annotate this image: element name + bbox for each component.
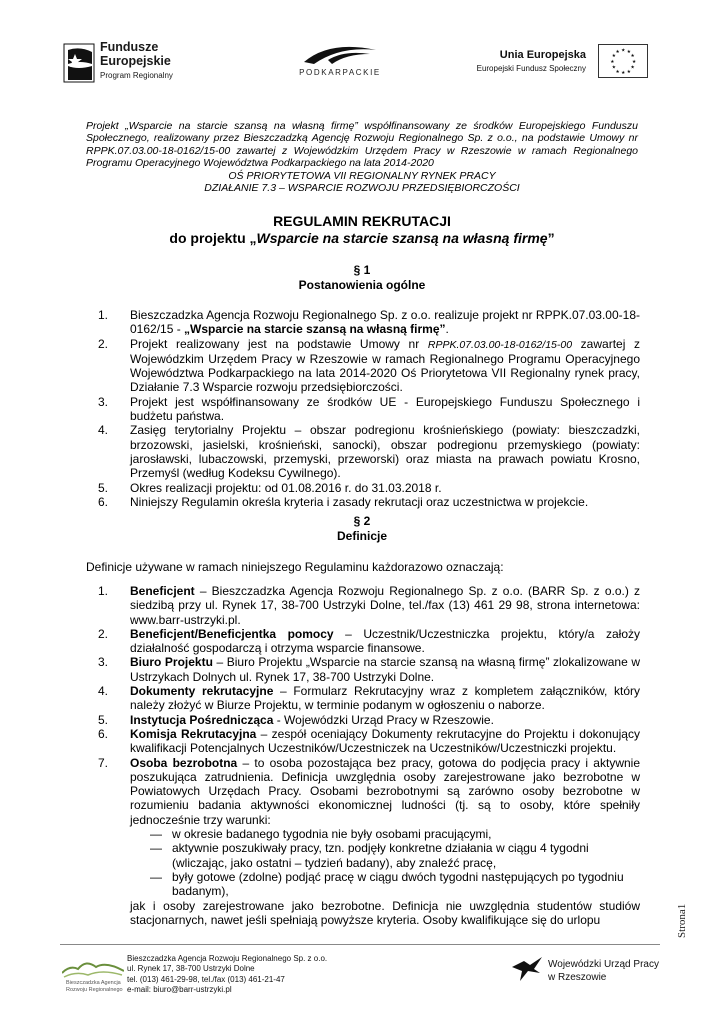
list-item bbox=[88, 395, 640, 424]
sublist bbox=[88, 827, 640, 898]
svg-text:★: ★ bbox=[621, 71, 626, 77]
wup-bird-icon bbox=[510, 955, 544, 985]
barr-caption-line2: Rozwoju Regionalnego bbox=[66, 987, 123, 993]
footer-address bbox=[127, 954, 327, 995]
list-item bbox=[88, 627, 640, 656]
project-intro bbox=[86, 120, 638, 194]
unia-europejska-logo bbox=[476, 44, 656, 84]
item-text-end: zawartej z Wojewódzkim Urzędem Pracy w Rzeszowie w ramach Regionalnego Programu Operacyjnego Województwa Podkarpackiego na lata 2014-2020 Oś Priorytetowa VII Regionalny rynek pracy, Działanie 7.3 Wsparcie rozwoju przedsiębiorczości. bbox=[130, 336, 640, 395]
item-term: Beneficjent/Beneficjentka pomocy bbox=[130, 626, 334, 641]
sublist-text: aktywnie poszukiwały pracy, tzn. podjęły konkretne działania w ciągu 4 tygodni (wliczając, jako ostatni – tydzień badany), aby znaleźć pracę, bbox=[172, 841, 589, 870]
item-text-end: . bbox=[445, 322, 449, 337]
list-item bbox=[88, 308, 640, 337]
list-item bbox=[88, 655, 640, 684]
item-text: – Biuro Projektu „Wsparcie na starcie szansą na własną firmę” zlokalizowane w Ustrzykach Dolnych ul. Rynek 17, 38-700 Ustrzyki Dolne. bbox=[130, 655, 640, 684]
svg-text:★: ★ bbox=[631, 59, 637, 65]
wup-line1: Wojewódzki Urząd Pracy bbox=[548, 959, 659, 970]
svg-text:★: ★ bbox=[630, 54, 635, 60]
item-term: Komisja Rekrutacyjna bbox=[130, 726, 257, 741]
item-term: Beneficjent bbox=[130, 584, 195, 598]
fe-line2: Europejskie bbox=[100, 54, 171, 68]
intro-priority: OŚ PRIORYTETOWA VII REGIONALNY RYNEK PRACY bbox=[228, 169, 496, 182]
wup-logo bbox=[510, 955, 660, 987]
title-line2 bbox=[86, 230, 638, 247]
section1-heading bbox=[86, 263, 638, 293]
list-item bbox=[88, 684, 640, 713]
sublist-item bbox=[130, 827, 640, 841]
document-title bbox=[86, 213, 638, 247]
item-bold: „Wsparcie na starcie szansą na własną firmę” bbox=[184, 322, 446, 337]
item-number: 2. bbox=[98, 626, 109, 641]
svg-text:★: ★ bbox=[615, 50, 620, 55]
item-text: – Uczestnik/Uczestniczka projektu, który/a założy działalność gospodarczą i otrzyma wsparcie finansowe. bbox=[130, 626, 640, 656]
list-item bbox=[88, 481, 640, 495]
item-text: Niniejszy Regulamin określa kryteria i zasady rekrutacji oraz uczestnictwa w projekcie. bbox=[130, 494, 589, 509]
svg-text:★: ★ bbox=[626, 50, 631, 55]
item-term: Osoba bezrobotna bbox=[130, 755, 238, 770]
section1-number: § 1 bbox=[353, 263, 371, 277]
sublist-item bbox=[130, 870, 640, 899]
ue-line2: Europejski Fundusz Społeczny bbox=[476, 64, 586, 73]
item-number: 4. bbox=[98, 684, 109, 699]
item-number: 1. bbox=[98, 308, 109, 322]
section2-name: Definicje bbox=[336, 529, 387, 543]
list-item bbox=[88, 713, 640, 727]
item-number: 6. bbox=[98, 494, 109, 509]
item-text: – to osoba pozostająca bez pracy, gotowa do podjęcia pracy i aktywnie poszukująca zatrudnienia. Definicja uwzględnia osoby zarejestrowane jako bezrobotne w Powiatowych Urzędach Pracy. Osobami bezrobotnymi są zarówno osoby bezrobotne w rozumieniu badania aktywności ekonomicznej ludności (tj. są to osoby, które spełniły jednocześnie trzy warunki: bbox=[130, 755, 640, 827]
list-item bbox=[88, 337, 640, 395]
fundusze-europejskie-logo bbox=[62, 40, 212, 86]
page-number: Strona1 bbox=[676, 903, 688, 938]
list-item bbox=[88, 584, 640, 627]
footer-line3: tel. (013) 461-29-98, tel./fax (013) 461-21-47 bbox=[127, 974, 285, 984]
sublist-item bbox=[130, 841, 640, 870]
barr-caption-line1: Bieszczadzka Agencja bbox=[66, 980, 121, 986]
item-number: 2. bbox=[98, 336, 109, 351]
definition-tail: jak i osoby zarejestrowane jako bezrobotne. Definicja nie uwzględnia studentów studiów stacjonarnych, nawet jeśli spełniają powyższe kryteria. Osoby kwalifikujące się do urlopu bbox=[130, 898, 640, 927]
item-text: Okres realizacji projektu: od 01.08.2016 r. do 31.03.2018 r. bbox=[130, 480, 442, 495]
section1-name: Postanowienia ogólne bbox=[298, 278, 426, 292]
footer-line4: e-mail: biuro@barr-ustrzyki.pl bbox=[127, 984, 232, 994]
item-text: - Wojewódzki Urząd Pracy w Rzeszowie. bbox=[273, 712, 494, 727]
intro-paragraph: Projekt „Wsparcie na starcie szansą na własną firmę” współfinansowany ze środków Europejskiego Funduszu Społecznego, realizowany przez Bieszczadzką Agencję Rozwoju Regionalnego Sp. z o.o., na podstawie Umowy nr RPPK.07.03.00-18-0162/15-00 zawartej z Wojewódzkim Urzędem Pracy w Rzeszowie w ramach Regionalnego Programu Operacyjnego Województwa Podkarpackiego na lata 2014-2020 bbox=[86, 120, 638, 170]
footer-line2: ul. Rynek 17, 38-700 Ustrzyki Dolne bbox=[127, 964, 255, 974]
podkarpackie-logo bbox=[290, 42, 390, 82]
podkarpackie-name: PODKARPACKIE bbox=[299, 68, 381, 77]
item-text: – zespół oceniający Dokumenty rekrutacyjne do Projektu i dokonujący kwalifikacji Potencjalnych Uczestników/Uczestniczek na Uczestników/Uczestniczki projektu. bbox=[130, 726, 640, 756]
item-number: 4. bbox=[98, 423, 109, 438]
item-number: 7. bbox=[98, 755, 109, 770]
intro-action: DZIAŁANIE 7.3 – WSPARCIE ROZWOJU PRZEDSIĘBIORCZOŚCI bbox=[204, 182, 520, 195]
item-text: Bieszczadzka Agencja Rozwoju Regionalnego Sp. z o.o. realizuje projekt nr RPPK.07.03.00-18-0162/15 - bbox=[130, 308, 640, 337]
item-text: – Bieszczadzka Agencja Rozwoju Regionalnego Sp. z o.o. (BARR Sp. z o.o.) z siedzibą przy ul. Rynek 17, 38-700 Ustrzyki Dolne, tel./fax (13) 461 29 98, strona internetowa: www.barr-ustrzyki.pl. bbox=[130, 584, 640, 627]
svg-text:★: ★ bbox=[621, 48, 626, 54]
list-item bbox=[88, 756, 640, 827]
svg-text:★: ★ bbox=[611, 54, 616, 60]
svg-text:★: ★ bbox=[630, 65, 635, 71]
dash-bullet: — bbox=[150, 841, 162, 856]
ue-line1: Unia Europejska bbox=[499, 49, 586, 61]
list-item bbox=[88, 727, 640, 756]
section2-heading bbox=[86, 514, 638, 544]
svg-text:★: ★ bbox=[615, 69, 620, 75]
svg-text:★: ★ bbox=[610, 59, 615, 65]
section2-intro: Definicje używane w ramach niniejszego Regulaminu każdorazowo oznaczają: bbox=[86, 560, 504, 574]
title-suffix: ” bbox=[547, 230, 555, 246]
dash-bullet: — bbox=[150, 869, 162, 884]
title-project-name: Wsparcie na starcie szansą na własną firmę bbox=[256, 230, 548, 246]
item-text: Projekt realizowany jest na podstawie Umowy nr bbox=[130, 336, 428, 351]
item-term: Dokumenty rekrutacyjne bbox=[130, 684, 274, 699]
item-italic: RPPK.07.03.00-18-0162/15-00 bbox=[427, 338, 573, 351]
svg-text:★: ★ bbox=[611, 65, 616, 71]
title-prefix: do projektu „ bbox=[169, 230, 257, 246]
title-line1: REGULAMIN REKRUTACJI bbox=[273, 213, 451, 229]
fe-star-flag-icon bbox=[62, 42, 96, 84]
dash-bullet: — bbox=[150, 827, 162, 842]
fe-line1: Fundusze bbox=[100, 40, 159, 54]
section1-list bbox=[88, 308, 640, 509]
fe-line3: Program Regionalny bbox=[100, 71, 173, 80]
item-text: – Formularz Rekrutacyjny wraz z kompletem załączników, który należy złożyć w Biurze Projektu, w terminie podanym w ogłoszeniu o naborze. bbox=[130, 684, 640, 713]
podkarpackie-arc-icon bbox=[300, 42, 380, 66]
item-number: 1. bbox=[98, 584, 109, 598]
footer-line1: Bieszczadzka Agencja Rozwoju Regionalnego Sp. z o.o. bbox=[127, 954, 328, 963]
item-number: 5. bbox=[98, 712, 109, 727]
list-item bbox=[88, 423, 640, 480]
footer-divider bbox=[60, 944, 660, 945]
item-number: 5. bbox=[98, 480, 109, 495]
eu-flag-icon bbox=[598, 44, 648, 78]
item-number: 6. bbox=[98, 726, 109, 741]
section2-number: § 2 bbox=[353, 514, 371, 528]
sublist-text: były gotowe (zdolne) podjąć pracę w ciągu dwóch tygodni następujących po tygodniu badanym), bbox=[172, 869, 624, 899]
item-term: Instytucja Pośrednicząca bbox=[130, 712, 274, 727]
item-number: 3. bbox=[98, 394, 109, 409]
item-text: Zasięg terytorialny Projektu – obszar podregionu krośnieńskiego (powiaty: bieszczadzki, brzozowski, jasielski, krośnieński, sanocki), obszar podregionu przemyskiego (powiaty: jarosławski, lubaczowski, przemyski, przeworski) oraz miasta na prawach powiatu Krosno, Przemyśl (według Kodeksu Cywilnego). bbox=[130, 423, 640, 481]
section2-list bbox=[88, 584, 640, 927]
item-term: Biuro Projektu bbox=[130, 655, 213, 670]
list-item bbox=[88, 495, 640, 509]
item-text: Projekt jest współfinansowany ze środków UE - Europejskiego Funduszu Społecznego i budżetu państwa. bbox=[130, 394, 640, 424]
item-number: 3. bbox=[98, 655, 109, 670]
wup-line2: w Rzeszowie bbox=[548, 972, 607, 983]
svg-text:★: ★ bbox=[626, 69, 631, 75]
sublist-text: w okresie badanego tygodnia nie były osobami pracującymi, bbox=[172, 827, 492, 842]
